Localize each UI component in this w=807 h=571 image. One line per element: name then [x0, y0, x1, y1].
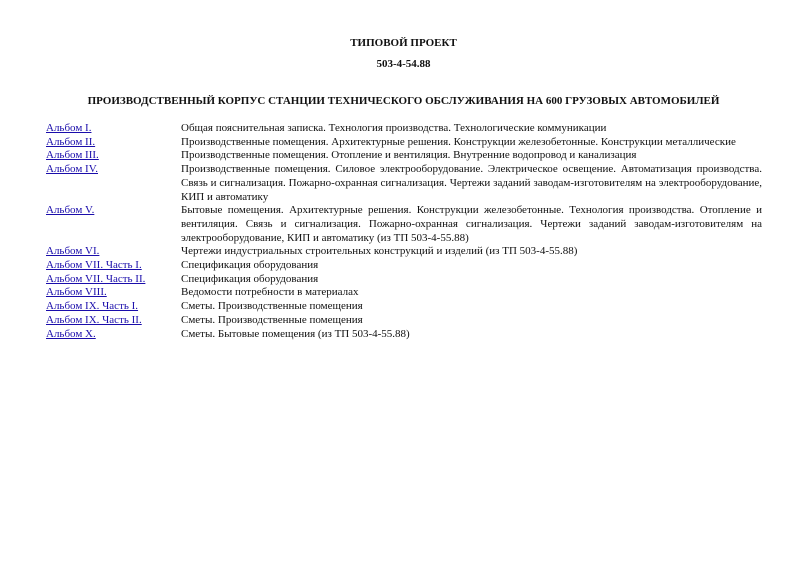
album-row	[46, 300, 762, 314]
album-row	[46, 163, 762, 204]
album-description: Чертежи индустриальных строительных конструкций и изделий (из ТП 503-4-55.88)	[181, 245, 578, 258]
album-description: Производственные помещения. Архитектурные решения. Конструкции железобетонные. Конструкции металлические	[181, 135, 736, 148]
album-link[interactable]: Альбом II.	[46, 135, 96, 148]
album-link[interactable]: Альбом IV.	[46, 163, 98, 176]
album-description: Сметы. Производственные помещения	[181, 300, 363, 313]
album-link[interactable]: Альбом VIII.	[46, 286, 107, 299]
album-link[interactable]: Альбом VI.	[46, 245, 100, 258]
album-link[interactable]: Альбом V.	[46, 204, 95, 217]
album-description: Производственные помещения. Силовое электрооборудование. Электрическое освещение. Автоматизация производства. Связь и сигнализация. Пожарно-охранная сигнализация. Чертежи заданий заводам-изготовителям на электрооборудование, КИП и автоматику	[181, 163, 762, 203]
project-code: 503-4-54.88	[376, 58, 431, 70]
album-description: Ведомости потребности в материалах	[181, 286, 359, 299]
album-link[interactable]: Альбом III.	[46, 149, 99, 162]
album-link[interactable]: Альбом I.	[46, 122, 92, 134]
album-row	[46, 328, 762, 342]
document-title: ТИПОВОЙ ПРОЕКТ	[350, 37, 457, 49]
album-description: Спецификация оборудования	[181, 259, 319, 272]
project-subtitle: ПРОИЗВОДСТВЕННЫЙ КОРПУС СТАНЦИИ ТЕХНИЧЕСКОГО ОБСЛУЖИВАНИЯ НА 600 ГРУЗОВЫХ АВТОМОБИЛЕЙ	[87, 95, 720, 107]
album-description: Спецификация оборудования	[181, 272, 319, 285]
album-row	[46, 204, 762, 245]
album-link[interactable]: Альбом IX. Часть I.	[46, 300, 139, 313]
album-description: Сметы. Производственные помещения	[181, 313, 363, 326]
album-description: Общая пояснительная записка. Технология производства. Технологические коммуникации	[181, 122, 607, 134]
album-row	[46, 136, 762, 150]
album-list	[46, 122, 762, 341]
album-link[interactable]: Альбом X.	[46, 327, 96, 340]
album-row	[46, 273, 762, 287]
album-link[interactable]: Альбом IX. Часть II.	[46, 313, 142, 326]
album-link[interactable]: Альбом VII. Часть II.	[46, 272, 146, 285]
album-row	[46, 314, 762, 328]
album-row	[46, 259, 762, 273]
album-link[interactable]: Альбом VII. Часть I.	[46, 259, 142, 272]
album-row	[46, 122, 762, 136]
album-row	[46, 286, 762, 300]
album-row	[46, 149, 762, 163]
album-row	[46, 245, 762, 259]
album-description: Бытовые помещения. Архитектурные решения. Конструкции железобетонные. Технология производства. Отопление и вентиляция. Связь и сигнализация. Пожарно-охранная сигнализация. Чертежи заданий заводам-изготовителям на электрооборудование, КИП и автоматику (из ТП 503-4-55.88)	[181, 204, 762, 244]
album-description: Сметы. Бытовые помещения (из ТП 503-4-55.88)	[181, 327, 410, 340]
album-description: Производственные помещения. Отопление и вентиляция. Внутренние водопровод и канализация	[181, 149, 637, 162]
